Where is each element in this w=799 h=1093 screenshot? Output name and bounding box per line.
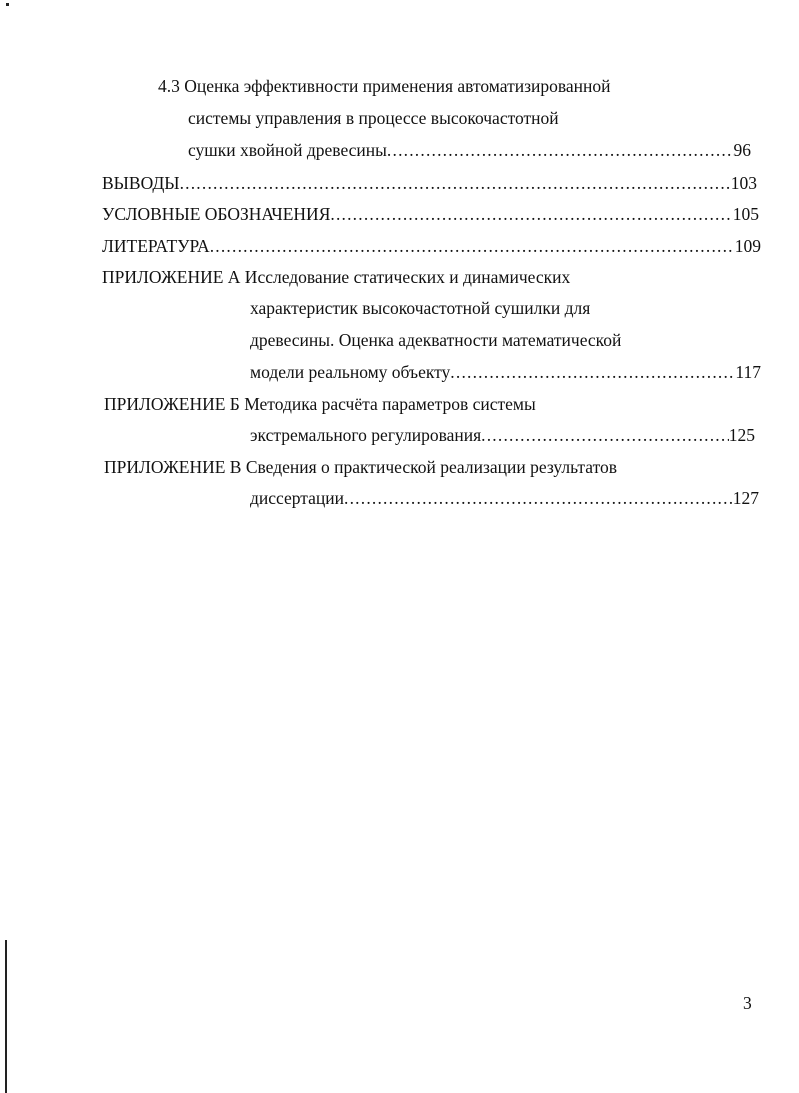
toc-entry-uslovnye-page: 105 [732,204,759,224]
toc-entry-vyvody[interactable] [102,172,757,194]
toc-entry-vyvody-page: 103 [730,173,757,193]
toc-entry-appendix-b-page: 125 [728,425,755,445]
toc-entry-literatura[interactable] [102,235,761,257]
toc-entry-uslovnye[interactable] [102,203,759,225]
toc-entry-appendix-a-line4[interactable] [250,361,761,383]
leader-dots [210,235,735,257]
toc-entry-appendix-a-line3: древесины. Оценка адекватности математической [250,330,622,350]
leader-dots [450,361,735,383]
toc-entry-4-3-line2: системы управления в процессе высокочастотной [188,108,559,128]
toc-entry-appendix-a-text: модели реальному объекту [250,362,451,382]
toc-entry-appendix-a-page: 117 [735,362,761,382]
toc-entry-appendix-c-text: диссертации [250,488,345,508]
toc-entry-appendix-c-line1: ПРИЛОЖЕНИЕ В Сведения о практической реализации результатов [104,457,618,477]
page-number: 3 [743,993,752,1013]
toc-entry-vyvody-title: ВЫВОДЫ [102,173,180,193]
leader-dots [330,203,732,225]
toc-entry-appendix-b-line1: ПРИЛОЖЕНИЕ Б Методика расчёта параметров системы [104,394,536,414]
toc-entry-literatura-page: 109 [734,236,761,256]
toc-entry-appendix-b-text: экстремального регулирования [250,425,482,445]
toc-entry-literatura-title: ЛИТЕРАТУРА [102,236,210,256]
leader-dots [481,424,729,446]
toc-entry-4-3-line3[interactable] [188,139,751,161]
scan-speck [6,3,9,6]
toc-entry-appendix-a-line2: характеристик высокочастотной сушилки для [250,298,591,318]
toc-entry-4-3-page: 96 [733,140,751,160]
toc-entry-4-3-text: сушки хвойной древесины [188,140,387,160]
scan-edge-line [5,940,7,1093]
leader-dots [387,139,734,161]
toc-entry-appendix-c-line2[interactable] [250,487,759,509]
toc-entry-4-3-line1: 4.3 Оценка эффективности применения автоматизированной [158,76,611,96]
leader-dots [344,487,733,509]
toc-entry-appendix-a-line1: ПРИЛОЖЕНИЕ А Исследование статических и динамических [102,267,571,287]
toc-entry-appendix-b-line2[interactable] [250,424,755,446]
toc-entry-uslovnye-title: УСЛОВНЫЕ ОБОЗНАЧЕНИЯ [102,204,331,224]
toc-entry-appendix-c-page: 127 [732,488,759,508]
leader-dots [180,172,731,194]
